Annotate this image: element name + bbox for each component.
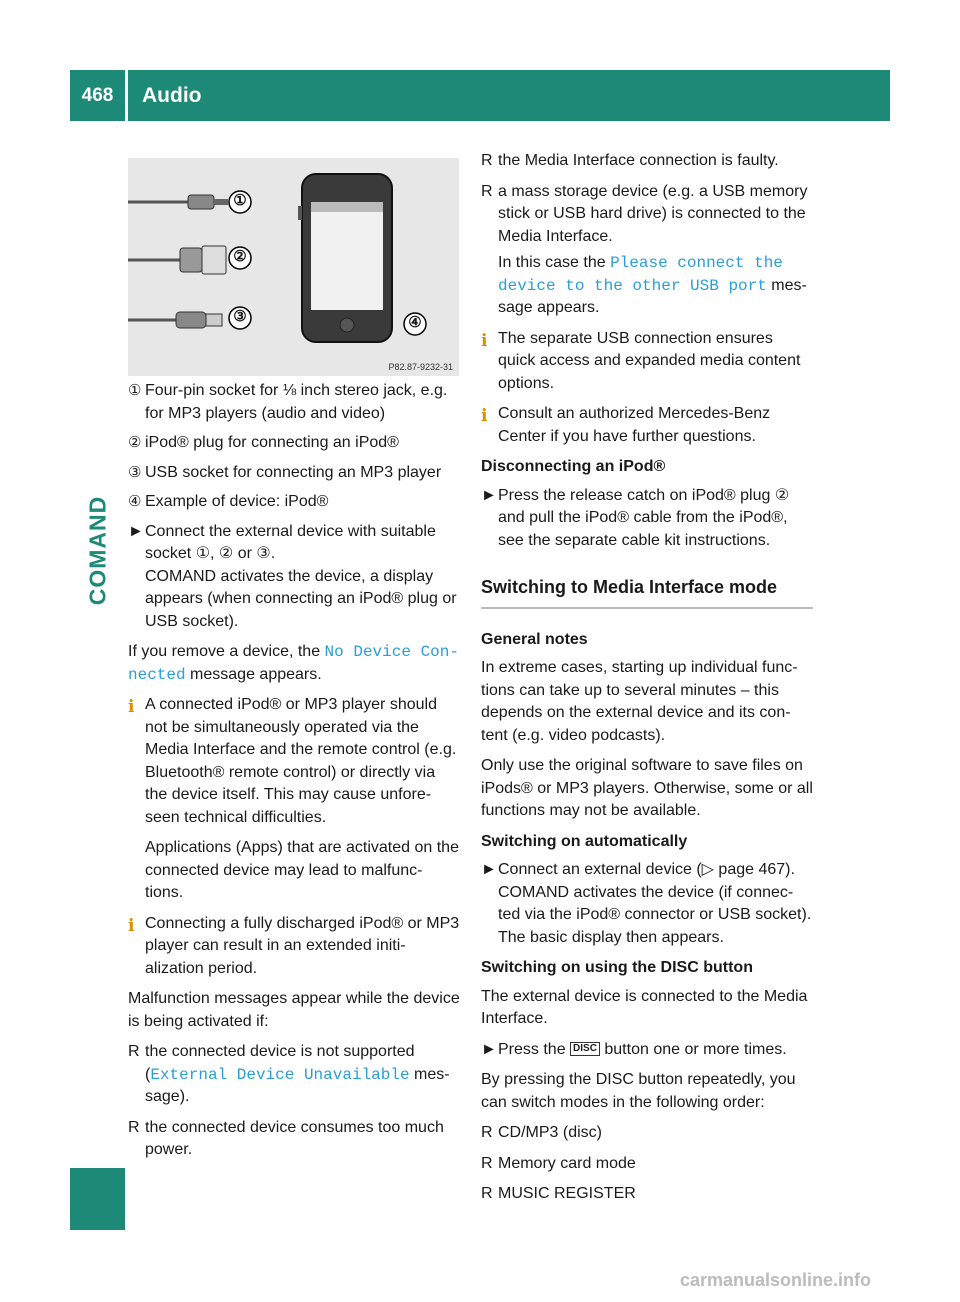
legend-item: ② iPod® plug for connecting an iPod® — [128, 432, 460, 455]
legend-num: ② — [128, 434, 142, 451]
display-message: No Device Con‐ nected — [128, 643, 459, 684]
device-figure — [128, 158, 459, 376]
instruction-step: ► Connect the external device with suitable socket ①, ② or ③. COMAND activates the device, a display appears (when connecting an iPod® plug or USB socket). — [128, 522, 457, 630]
callout-3: ③ — [233, 308, 247, 325]
disconnect-heading: Disconnecting an iPod® — [481, 458, 666, 475]
bullet-icon: R — [481, 182, 493, 200]
legend-num: ④ — [128, 493, 142, 510]
info-icon: i — [481, 406, 488, 426]
step-arrow-icon: ► — [481, 1040, 497, 1058]
info-note: i A connected iPod® or MP3 player should not be simultaneously operated via the Media Interface and the remote control (e.g. Bluetooth® remote control) or directly via the device itself. This may cause unfore- seen technical difficulties. Applications (Apps) that are activated on the connected device may lead to malfunc- tions. — [128, 696, 459, 901]
side-marker — [70, 1168, 125, 1230]
info-icon: i — [128, 697, 135, 717]
legend-item: ① Four-pin socket for ⅛ inch stereo jack, e.g. for MP3 players (audio and video) — [128, 382, 448, 422]
bullet-icon: R — [128, 1118, 140, 1136]
bullet-item: R the Media Interface connection is faulty. — [481, 150, 813, 173]
watermark: carmanualsonline.info — [680, 1270, 872, 1290]
bullet-icon: R — [128, 1043, 140, 1060]
bullet-item: R the connected device consumes too much power. — [128, 1118, 444, 1158]
instruction-step: ► Press the release catch on iPod® plug ② and pull the iPod® cable from the iPod®, see the separate cable kit instructions. — [481, 486, 790, 549]
info-note: i The separate USB connection ensures quick access and expanded media content options. — [481, 329, 801, 392]
disc-heading: Switching on using the DISC button — [481, 959, 753, 976]
mode-item: R Memory card mode — [481, 1153, 813, 1176]
bullet-item: R the connected device is not supported (External Device Unavailable mes- sage). — [128, 1043, 450, 1105]
info-note: i Connecting a fully discharged iPod® or MP3 player can result in an extended initi- alization period. — [128, 914, 460, 977]
callout-2: ② — [233, 248, 247, 265]
step-arrow-icon: ► — [128, 522, 144, 540]
step-arrow-icon: ► — [481, 861, 497, 878]
right-column: R the Media Interface connection is faulty. R a mass storage device (e.g. a USB memory stick or USB hard drive) is connected to the Media Interface. In this case the Please connect the device to the other USB port mes- sage appears. i The separate USB connection ensures quick access and expanded media content options. i Consult an authorized Mercedes-Benz Center if you have further questions. Disconnecting an iPod® ► Press the release catch on iPod® plug ② and pull the iPod® cable from the iPod®, see the separate cable kit instructions. Switching to Media Interface mode General notes In extreme cases, starting up individual func- tions can take up to several minutes – this depends on the external device and its con- tent (e.g. video podcasts). Only use the original software to save files on iPods® or MP3 players. Otherwise, some or all functions may not be available. Switching on automatically ► Connect an external device (▷ page 467). COMAND activates the device (if connec- ted via the iPod® connector or USB socket). The basic display then appears. Switching on using the DISC button The external device is connected to the Media Interface. ► Press the DISC button one or more times. By pressing the DISC button repeatedly, you can switch modes in the following order: R CD/MP3 (disc) R Memory card mode R MUSIC REGISTER — [481, 150, 813, 1214]
mode-item: R CD/MP3 (disc) — [481, 1122, 813, 1145]
mode-item: R MUSIC REGISTER — [481, 1183, 813, 1206]
info-note: i Consult an authorized Mercedes-Benz Center if you have further questions. — [481, 405, 771, 445]
disc-button-icon: DISC — [570, 1042, 600, 1056]
bullet-icon: R — [481, 1185, 493, 1202]
side-tab-label: COMAND — [84, 495, 111, 605]
step-arrow-icon: ► — [481, 486, 497, 504]
figure-code: P82.87-9232-31 — [388, 362, 453, 372]
callout-4: ④ — [408, 314, 422, 331]
left-column — [128, 380, 460, 1170]
callout-1: ① — [233, 192, 247, 209]
page-title: Audio — [128, 70, 890, 121]
malfunction-paragraph: Malfunction messages appear while the device is being activated if: — [128, 990, 460, 1030]
auto-heading: Switching on automatically — [481, 832, 688, 850]
bullet-icon: R — [481, 1154, 493, 1172]
connector-illustration — [128, 158, 459, 376]
section-title: Switching to Media Interface mode — [481, 576, 813, 609]
legend-item: ④ Example of device: iPod® — [128, 491, 460, 514]
page-number: 468 — [70, 70, 125, 121]
legend-num: ① — [128, 382, 142, 399]
remove-paragraph: If you remove a device, the No Device Con‐ nected message appears. — [128, 643, 459, 684]
bullet-icon: R — [481, 1124, 493, 1141]
display-message: Please connect the device to the other USB port — [498, 254, 783, 295]
instruction-step: ► Press the DISC button one or more times. — [481, 1039, 813, 1062]
info-icon: i — [481, 330, 488, 351]
legend-item: ③ USB socket for connecting an MP3 player — [128, 462, 460, 485]
display-message: External Device Unavailable — [150, 1065, 410, 1084]
instruction-step: ► Connect an external device (▷ page 467). COMAND activates the device (if connec- ted via the iPod® connector or USB socket). The basic display then appears. — [481, 861, 812, 946]
bullet-item: R a mass storage device (e.g. a USB memory stick or USB hard drive) is connected to the Media Interface. In this case the Please connect the device to the other USB port mes- sage appears. — [481, 182, 808, 316]
bullet-icon: R — [481, 152, 493, 169]
info-icon: i — [128, 915, 135, 936]
side-tab — [74, 480, 122, 620]
legend-num: ③ — [128, 463, 142, 481]
general-heading: General notes — [481, 630, 588, 648]
